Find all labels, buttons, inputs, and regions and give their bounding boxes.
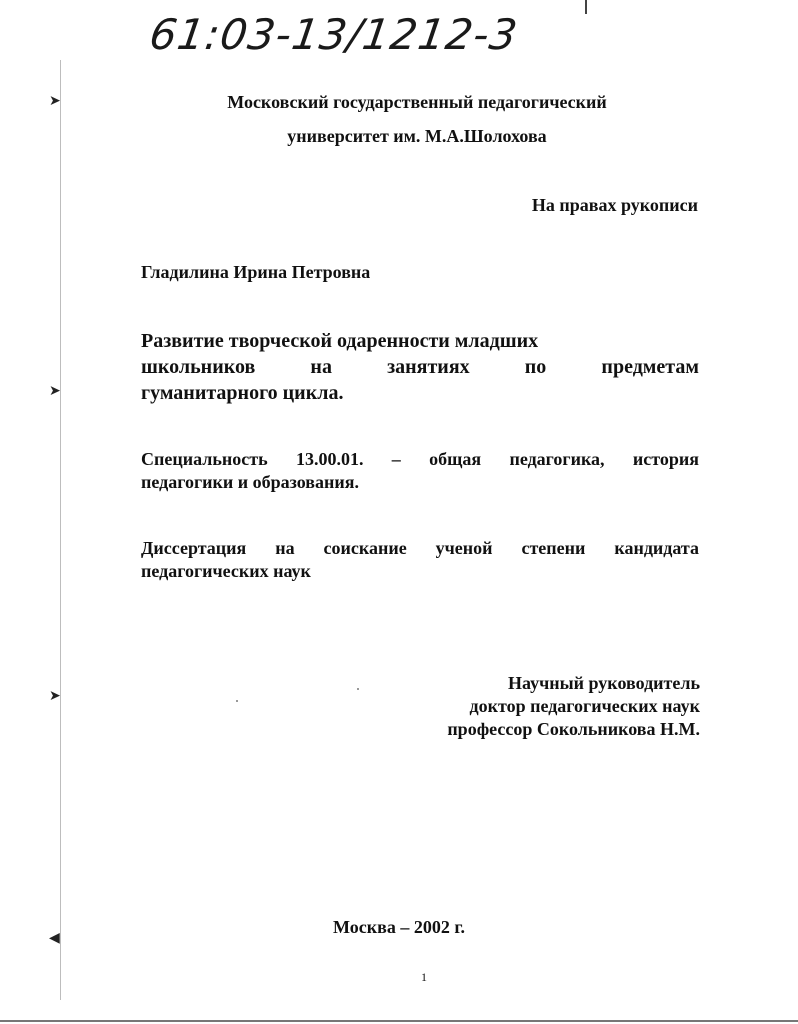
title-line-2: школьников на занятиях по предметам	[141, 356, 699, 378]
city-year: Москва – 2002 г.	[333, 917, 465, 937]
specialty-block	[141, 448, 699, 494]
scan-bottom-edge	[0, 1020, 798, 1022]
handwritten-archive-code: 61:03-13/1212-3	[146, 10, 522, 59]
margin-arrow-icon: ➤	[49, 689, 61, 704]
page-number: 1	[421, 970, 427, 984]
margin-arrow-icon: ➤	[49, 94, 61, 109]
institution-line-1: Московский государственный педагогический	[227, 92, 607, 112]
author-name: Гладилина Ирина Петровна	[141, 262, 371, 282]
dissertation-line-1: Диссертация на соискание ученой степени кандидата	[141, 538, 699, 558]
dissertation-line-2: педагогических наук	[141, 561, 311, 581]
supervisor-block	[447, 672, 700, 741]
scan-edge-mark	[585, 0, 587, 14]
margin-arrow-icon: ◀	[49, 931, 60, 946]
title-line-1: Развитие творческой одаренности младших	[141, 330, 539, 352]
institution-line-2: университет им. М.А.Шолохова	[287, 126, 547, 146]
supervisor-line-2: доктор педагогических наук	[469, 696, 700, 716]
supervisor-line-1: Научный руководитель	[508, 673, 700, 693]
dissertation-title	[141, 328, 699, 406]
dissertation-degree-block	[141, 537, 699, 583]
scan-speck	[236, 700, 238, 702]
binding-margin-line	[60, 60, 61, 1000]
title-line-3: гуманитарного цикла.	[141, 382, 344, 404]
supervisor-line-3: профессор Сокольникова Н.М.	[447, 719, 700, 739]
margin-arrow-icon: ➤	[49, 384, 61, 399]
specialty-line-1: Специальность 13.00.01. – общая педагогика, история	[141, 449, 699, 469]
manuscript-note: На правах рукописи	[531, 195, 698, 215]
scan-speck	[357, 688, 359, 690]
specialty-line-2: педагогики и образования.	[141, 472, 360, 492]
